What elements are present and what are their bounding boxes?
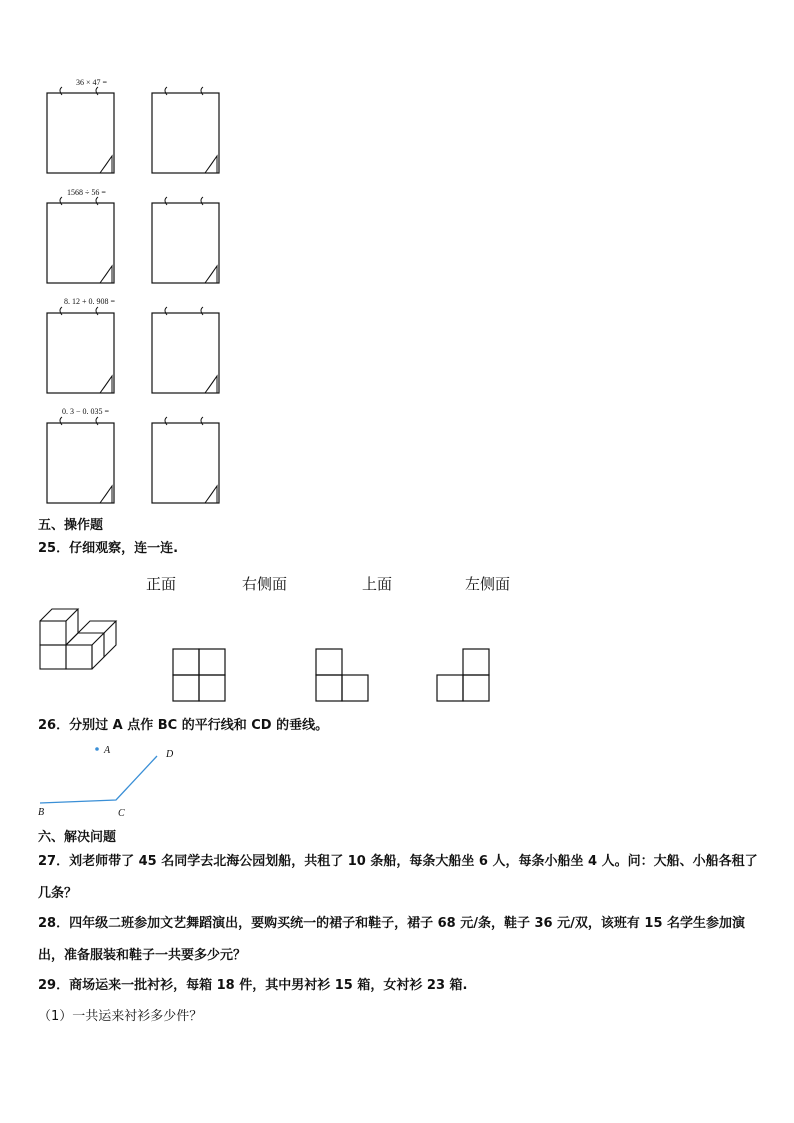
label-c: C <box>118 808 125 819</box>
geometry-figure <box>36 744 186 814</box>
label-d: D <box>166 749 174 760</box>
notepad-check-3 <box>145 304 225 398</box>
question-25: 25．仔细观察，连一连. <box>38 541 179 556</box>
question-28: 28．四年级二班参加文艺舞蹈演出，要购买统一的裙子和鞋子，裙子 68 元/条，鞋子 36 元/双，该班有 15 名学生参加演出，准备服装和鞋子一共要多少元？ <box>38 916 746 963</box>
view-option-l-shape <box>315 648 373 704</box>
calc-expression-3: 8. 12 + 0. 908 = <box>64 297 116 306</box>
question-27: 27．刘老师带了 45 名同学去北海公园划船，共租了 10 条船，每条大船坐 6 人，每条小船坐 4 人。问：大船、小船各租了几条？ <box>38 854 758 901</box>
calc-expression-2: 1568 ÷ 56 = <box>67 188 106 197</box>
calc-expression-1: 36 × 47 = <box>76 78 108 87</box>
view-label-right: 右侧面 <box>242 575 288 593</box>
notepad-check-4 <box>145 414 225 508</box>
view-label-top: 上面 <box>362 575 393 593</box>
notepad-check-1 <box>145 84 225 178</box>
view-label-front: 正面 <box>146 575 177 593</box>
view-label-left: 左侧面 <box>465 575 511 593</box>
label-a: A <box>104 745 111 756</box>
section-five-title: 五、操作题 <box>38 518 104 533</box>
calc-expression-4: 0. 3 − 0. 035 = <box>62 407 110 416</box>
question-29: 29．商场运来一批衬衫，每箱 18 件，其中男衬衫 15 箱，女衬衫 23 箱. <box>38 978 468 993</box>
line-bcd <box>40 756 157 803</box>
notepad-answer-2 <box>40 194 120 288</box>
notepad-answer-1 <box>40 84 120 178</box>
question-26: 26．分别过 A 点作 BC 的平行线和 CD 的垂线。 <box>38 718 329 733</box>
notepad-answer-3 <box>40 304 120 398</box>
notepad-check-2 <box>145 194 225 288</box>
cube-stack-figure <box>38 603 122 671</box>
view-option-reverse-l-shape <box>435 648 493 704</box>
section-six-title: 六、解决问题 <box>38 830 117 845</box>
point-a-dot <box>95 747 99 751</box>
label-b: B <box>38 807 45 818</box>
notepad-answer-4 <box>40 414 120 508</box>
view-option-square <box>172 648 228 704</box>
question-29-part-1: （1）一共运来衬衫多少件？ <box>38 1009 203 1024</box>
